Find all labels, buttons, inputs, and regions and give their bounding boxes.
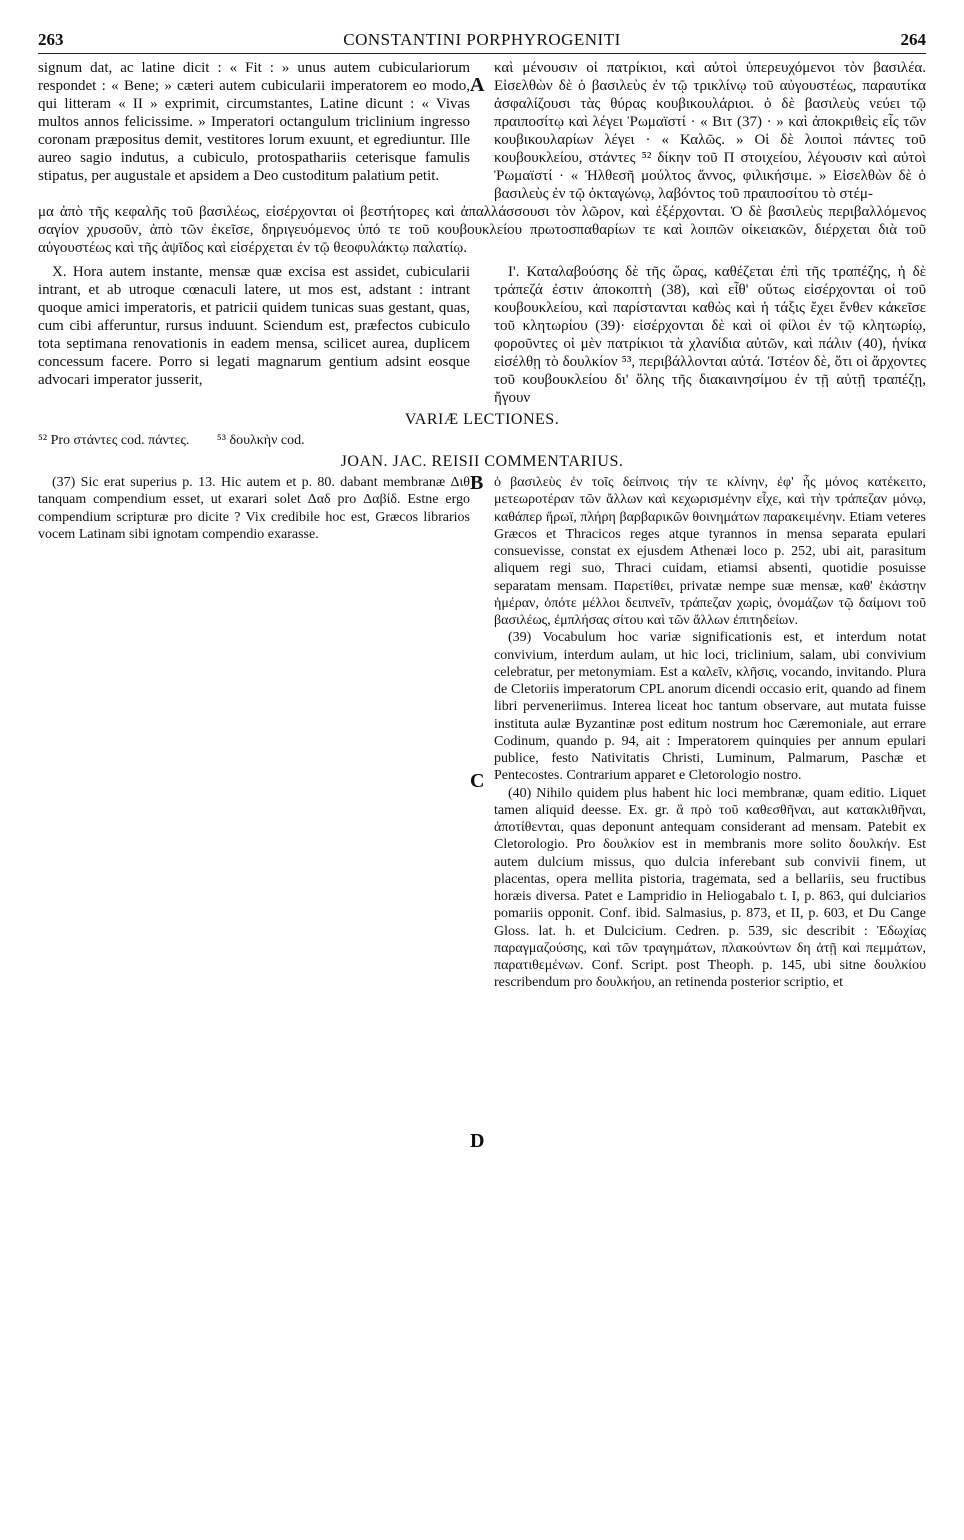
commentary-right-column (494, 474, 926, 992)
section-2-columns (38, 263, 926, 407)
greek-column-1 (494, 59, 926, 203)
latin-column-1 (38, 59, 470, 203)
commentary-paragraph: (37) Sic erat superius p. 13. Hic autem et p. 80. dabant membranæ Διθ tanquam compendium esset, ut exarari solet Δαδ pro Δαβίδ. Estne ergo compendium scripturæ pro dicite ? Vix credibile hoc est, Græcos librarios vocem Latinam sibi ignotam compendio exarasse. (38, 475, 470, 542)
latin-paragraph: signum dat, ac latine dicit : « Fit : » unus autem cubiculariorum respondet : « Bene; » cæteri autem cubicularii imperatorem eo modo, qui litteram « II » exprimit, circumstantes, Latine dicunt : « Vivas multos annos felicissime. » Imperatori octangulum triclinium ingresso coronam præpositus demit, vestitores lorum exuunt, et egrediuntur. Ille aureo sagio indutus, a cubiculo, protospathariis ceterisque famulis stipatus, per augustale et apsidem a Deo custoditum palatium petit. (38, 60, 470, 184)
page-header (38, 30, 926, 54)
running-title: CONSTANTINI PORPHYROGENITI (343, 30, 621, 49)
latin-column-2 (38, 263, 470, 407)
right-page-number: 264 (900, 30, 926, 49)
note-53: ⁵³ δουλκὴν cod. (216, 433, 305, 448)
page (38, 30, 926, 992)
commentary-paragraph: (39) Vocabulum hoc variæ significationis est, et interdum notat convivium, interdum aulam, ut hic loci, triclinium, salam, ubi convivium celebratur, per metonymiam. Est a καλεῖν, κλῆσις, vocando, invitando. Plura de Cletoriis imperatorum CPL anorum dicendi occasio erit, quando ad finem libri perveneriimus. Interea liceat hoc tantum observare, aut mutata fuisse instituta aulæ Byzantinæ post editum nostrum hoc Cæremoniale, aut errare Codinum, quando p. 94, ait : Imperatorem quinquies per annum epulari publice, festo Nativitatis Christi, Luminum, Palmarum, Paschæ et Pentecostes. Contrarium apparet e Cletorologio nostro. (494, 630, 926, 784)
margin-marker-a: A (470, 74, 485, 96)
latin-paragraph-x: X. Hora autem instante, mensæ quæ excisa est assidet, cubicularii intrant, et ab utroque cœnaculi latere, ut mos est, adstant : intrant quoque amici imperatoris, et patricii quidem tunicas suas gestant, quas, cum cibi afferuntur, rursus induunt. Sciendum est, præfectos cubiculo tota septimana renovationis in eadem mensa, scilicet aurea, duplicem concessum facere. Porro si legati magnarum gentium adsint eosque advocari imperator jusserit, (38, 264, 470, 388)
commentary-heading: JOAN. JAC. REISII COMMENTARIUS. (340, 453, 624, 470)
margin-marker-b: B (470, 472, 484, 494)
commentary-columns (38, 474, 926, 992)
variae-notes (38, 432, 926, 449)
left-page-number: 263 (38, 30, 64, 49)
greek-fullwidth-continuation: μα ἀπὸ τῆς κεφαλῆς τοῦ βασιλέως, εἰσέρχονται οἱ βεστήτορες καὶ ἀπαλλάσσουσι τὸν λῶρον, καὶ ἐξέρχονται. Ὁ δὲ βασιλεὺς περιβαλλόμενος σαγίον χρυσοῦν, ἀπὸ τῶν ἐκεῖσε, δηριγευόμενος ὑπό τε τοῦ κουβουκλείου πρωτοσπαθαρίων τε καὶ λοιπῶν οἰκειακῶν, διέρχεται διὰ τοῦ αὐγουστέως καὶ τῆς ἀψῖδος καὶ εἰσέρχεται ἐν τῷ θεοφυλάκτῳ παλατίῳ. (38, 204, 926, 256)
note-52: ⁵² Pro στάντες cod. πάντες. (38, 433, 190, 448)
variae-lectiones-heading: VARIÆ LECTIONES. (404, 411, 560, 428)
greek-column-2 (494, 263, 926, 407)
margin-marker-d: D (470, 1130, 485, 1152)
greek-paragraph-x: Ι'. Καταλαβούσης δὲ τῆς ὥρας, καθέζεται ἐπὶ τῆς τραπέζης, ἡ δὲ τράπεζά ἐστιν ἀποκοπτὴ (38), καὶ εἶθ' οὕτως εἰσέρχονται οἱ τοῦ κουβουκλείου, καὶ παρίστανται καθὼς καὶ ἡ τάξις ἔχει ἔνθεν κἀκεῖσε τοῦ κλητωρίου (39)· εἰσέρχονται δὲ καὶ οἱ φίλοι ἐν τῷ κλητωρίῳ, φοροῦντες οἱ μὲν πατρίκιοι τὰ χλανίδια αὐτῶν, καὶ πάλιν (40), ἡνίκα εἰσέλθῃ τὸ δουλκίον ⁵³, περιβάλλονται αὐτά. Ἰστέον δὲ, ὅτι οἱ ἄρχοντες τοῦ κουβουκλείου δι' ὅλης τῆς διακαινησίμου ἐν τῇ αὐτῇ τραπέζῃ, ἤγουν (494, 264, 926, 406)
commentary-left-column (38, 474, 470, 992)
margin-marker-c: C (470, 770, 485, 792)
commentary-paragraph: (40) Nihilo quidem plus habent hic loci membranæ, quam editio. Liquet tamen aliquid deesse. Ex. gr. ἃ πρὸ τοῦ καθεσθῆναι, aut κατακλιθῆναι, ἀποτίθενται, quas deponunt antequam considerant ad mensam. Patebit ex Cletorologio. Pro δουλκίον est in membranis more solito δουλκήν. Est autem dulcium missus, quo dulcia inferebant sub convivii finem, ut placentas, opera mellita pistoria, tragemata, sed a bellariis, seu fructibus horæis diversa. Patet e Lampridio in Heliogabalo t. I, p. 863, qui dulciarios pomariis opponit. Conf. ibid. Salmasius, p. 873, et II, p. 603, et Du Cange Gloss. lat. h. et Dulcicium. Cedren. p. 539, sic describit : Ἐδωχίας παραγμαζούσης, καὶ τῶν τραγημάτων, πλακούντων δη ἀτῇ καὶ πεμμάτων, παρατιθεμένων. Conf. Script. post Theoph. p. 145, ubi sitne δουλκίου rescribendum pro δουλκήου, an retinenda posterior scriptio, et (494, 785, 926, 991)
commentary-paragraph: ὁ βασιλεὺς ἐν τοῖς δείπνοις τήν τε κλίνην, ἐφ' ἧς μόνος κατέκειτο, μετεωροτέραν τῶν ἄλλων καὶ κεχωρισμένην εἶχε, καὶ τὴν τράπεζαν μόνῳ, καθάπερ ἥρωϊ, πλήρη βαρβαρικῶν θοινημάτων παρακειμένην. Etiam veteres Græcos et Thracicos reges atque tyrannos in mensa separata epulari consuevisse, constat ex ejusdem Athenæi loco p. 252, ubi ait, parasitum aliquem regi suo, Thraci cuidam, etiamsi absenti, quotidie posuisse separatam mensam. Παρετίθει, privatæ nempe suæ mensæ, καθ' ἑκάστην ἡμέραν, ὁπότε μέλλοι δειπνεῖν, τράπεζαν χωρὶς, ὀνομάζων τῷ δαίμονι τοῦ βασιλέως, ἐμπλήσας σίτου καὶ τῶν ἄλλων ἐπιτηδείων. (494, 475, 926, 628)
greek-paragraph: καὶ μένουσιν οἱ πατρίκιοι, καὶ αὐτοὶ ὑπερευχόμενοι τὸν βασιλέα. Εἰσελθὼν δὲ ὁ βασιλεὺς ἐν τῷ τρικλίνῳ τοῦ αὐγουστέως, παραυτίκα ἀσφαλίζουσι τὰς θύρας κουβικουλάριοι. ὁ δὲ βασιλεὺς νεύει τῷ πραιποσίτῳ καὶ λέγει Ῥωμαϊστί · « Βιτ (37) · » καὶ ἀποκριθεὶς εἷς τῶν κουβικουλαρίων λέγει · « Καλῶς. » Οἱ δὲ λοιποὶ πάντες τοῦ κουβουκλείου, στάντες ⁵² δίκην τοῦ Π στοιχείου, λέγουσιν καὶ αὐτοὶ Ῥωμαϊστί · « Ἠλθεσῆ μούλτος ἄννος, φιλικήσιμε. » Εἰσελθὼν δὲ ὁ βασιλεὺς ἐν τῷ ὀκταγώνῳ, λαβόντος τοῦ πραιποσίτου τὸ στέμ- (494, 60, 926, 202)
